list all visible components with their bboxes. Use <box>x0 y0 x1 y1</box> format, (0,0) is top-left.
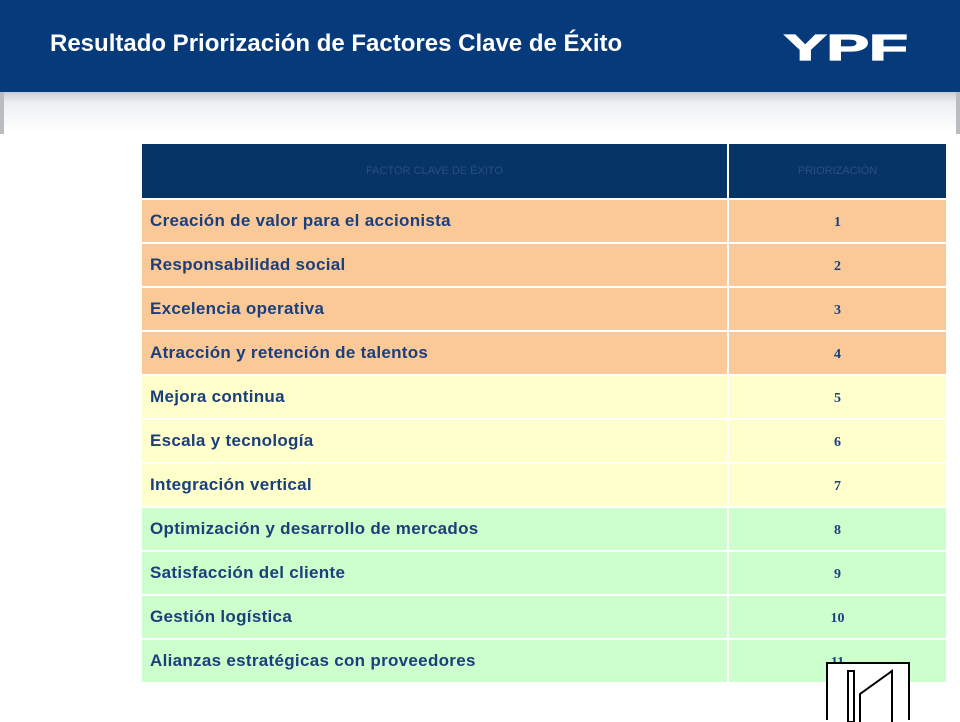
table-row <box>141 331 947 375</box>
factor-cell: Integración vertical <box>141 463 728 507</box>
header-edge-right <box>956 92 960 134</box>
priority-cell: 5 <box>728 375 947 419</box>
factor-cell: Excelencia operativa <box>141 287 728 331</box>
priority-table-container <box>140 142 948 684</box>
slide-title: Resultado Priorización de Factores Clave de Éxito <box>50 30 623 57</box>
priority-cell: 9 <box>728 551 947 595</box>
factor-cell: Optimización y desarrollo de mercados <box>141 507 728 551</box>
first-slide-button[interactable] <box>826 662 910 720</box>
priority-cell: 3 <box>728 287 947 331</box>
priority-cell: 2 <box>728 243 947 287</box>
factor-cell: Alianzas estratégicas con proveedores <box>141 639 728 683</box>
header-edge-left <box>0 92 4 134</box>
priority-cell: 10 <box>728 595 947 639</box>
factor-cell: Mejora continua <box>141 375 728 419</box>
table-row <box>141 507 947 551</box>
factor-cell: Responsabilidad social <box>141 243 728 287</box>
priority-cell: 7 <box>728 463 947 507</box>
column-header-priority: PRIORIZACIÓN <box>728 143 947 199</box>
slide-header <box>0 0 960 92</box>
table-row <box>141 419 947 463</box>
priority-cell: 8 <box>728 507 947 551</box>
factor-cell: Creación de valor para el accionista <box>141 199 728 243</box>
svg-text:YPF: YPF <box>784 28 908 68</box>
table-row <box>141 595 947 639</box>
priority-cell: 6 <box>728 419 947 463</box>
table-header-row <box>141 143 947 199</box>
table-row <box>141 551 947 595</box>
header-shadow <box>0 92 960 134</box>
table-row <box>141 375 947 419</box>
factor-cell: Escala y tecnología <box>141 419 728 463</box>
column-header-factor: FACTOR CLAVE DE ÉXITO <box>141 143 728 199</box>
table-row <box>141 287 947 331</box>
priority-cell: 1 <box>728 199 947 243</box>
table-row <box>141 199 947 243</box>
table-row <box>141 463 947 507</box>
factor-cell: Atracción y retención de talentos <box>141 331 728 375</box>
priority-table <box>140 142 948 684</box>
first-slide-icon <box>828 664 908 722</box>
table-row <box>141 243 947 287</box>
factor-cell: Gestión logística <box>141 595 728 639</box>
priority-cell: 4 <box>728 331 947 375</box>
factor-cell: Satisfacción del cliente <box>141 551 728 595</box>
ypf-logo <box>780 28 912 70</box>
table-body <box>141 199 947 683</box>
